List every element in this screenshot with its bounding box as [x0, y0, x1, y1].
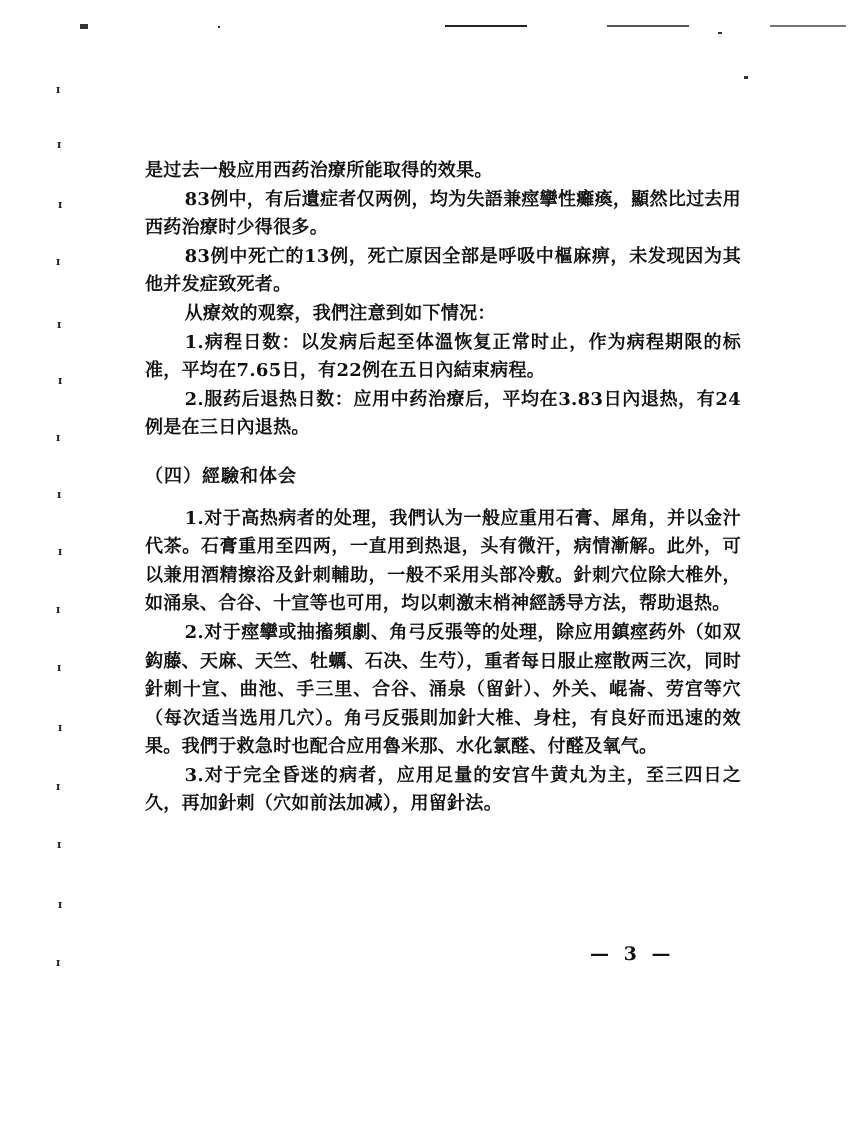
binding-mark: ɪ — [56, 255, 61, 268]
paragraph: 2.服药后退热日数：应用中药治療后，平均在3.83日內退热，有24例是在三日內退热。 — [145, 388, 741, 439]
paragraphs-after-heading — [145, 505, 741, 820]
paragraph: 3.对于完全昏迷的病者，应用足量的安宫牛黄丸为主，至三四日之久，再加針刺（穴如前法加减），用留針法。 — [145, 764, 741, 815]
top-rule — [607, 25, 689, 27]
page-number: — 3 — — [590, 943, 675, 965]
binding-mark: ɪ — [57, 661, 62, 674]
paragraph: 1.病程日数：以发病后起至体溫恢复正常时止，作为病程期限的标准，平均在7.65日，有22例在五日內結束病程。 — [145, 331, 741, 382]
binding-mark: ɪ — [57, 318, 62, 331]
binding-mark: ɪ — [58, 898, 63, 911]
binding-mark: ɪ — [58, 545, 63, 558]
scan-speck — [744, 76, 748, 79]
binding-mark: ɪ — [58, 374, 63, 387]
top-rule — [770, 25, 846, 27]
binding-mark: ɪ — [56, 956, 61, 969]
top-rule — [445, 25, 527, 27]
binding-mark: ɪ — [57, 488, 62, 501]
binding-mark: ɪ — [56, 603, 61, 616]
paragraphs-before-heading — [145, 157, 741, 443]
scan-speck — [218, 26, 220, 28]
paragraph: 83例中，有后遺症者仅两例，均为失語兼痙攣性癱瘓，顯然比过去用西药治療时少得很多。 — [145, 188, 741, 239]
paragraph: 是过去一般应用西药治療所能取得的效果。 — [145, 160, 493, 181]
binding-mark: ɪ — [56, 780, 61, 793]
binding-mark: ɪ — [58, 721, 63, 734]
binding-mark: ɪ — [57, 838, 62, 851]
scan-speck — [718, 32, 722, 34]
paragraph: 1.对于高热病者的处理，我們认为一般应重用石膏、犀角，并以金汁代茶。石膏重用至四两，一直用到热退，头有微汗，病情漸解。此外，可以兼用酒精擦浴及針刺輔助，一般不采用头部冷敷。針刺穴位除大椎外，如涌泉、合谷、十宣等也可用，均以刺激末梢神經誘导方法，帮助退热。 — [145, 507, 741, 615]
paragraph: 83例中死亡的13例，死亡原因全部是呼吸中樞麻痹，未发现因为其他并发症致死者。 — [145, 245, 741, 296]
paragraph: 2.对于痙攣或抽搐頻劇、角弓反張等的处理，除应用鎮痙药外（如双鈎藤、天麻、天竺、牡蠣、石决、生芍），重者每日服止痙散两三次，同时針刺十宣、曲池、手三里、合谷、涌泉（留針）、外关、崐崙、劳宫等穴（每次适当选用几穴）。角弓反張則加針大椎、身柱，有良好而迅速的效果。我們于救急时也配合应用魯米那、水化氯醛、付醛及氧气。 — [145, 621, 741, 758]
scan-speck — [80, 24, 88, 29]
section-heading: （四）經驗和体会 — [145, 465, 297, 487]
binding-mark: ɪ — [58, 198, 63, 211]
paragraph: 从療效的观察，我們注意到如下情况： — [184, 302, 496, 324]
document-body — [145, 157, 741, 819]
binding-mark: ɪ — [56, 431, 61, 444]
binding-mark: ɪ — [56, 83, 61, 96]
binding-mark: ɪ — [57, 138, 62, 151]
